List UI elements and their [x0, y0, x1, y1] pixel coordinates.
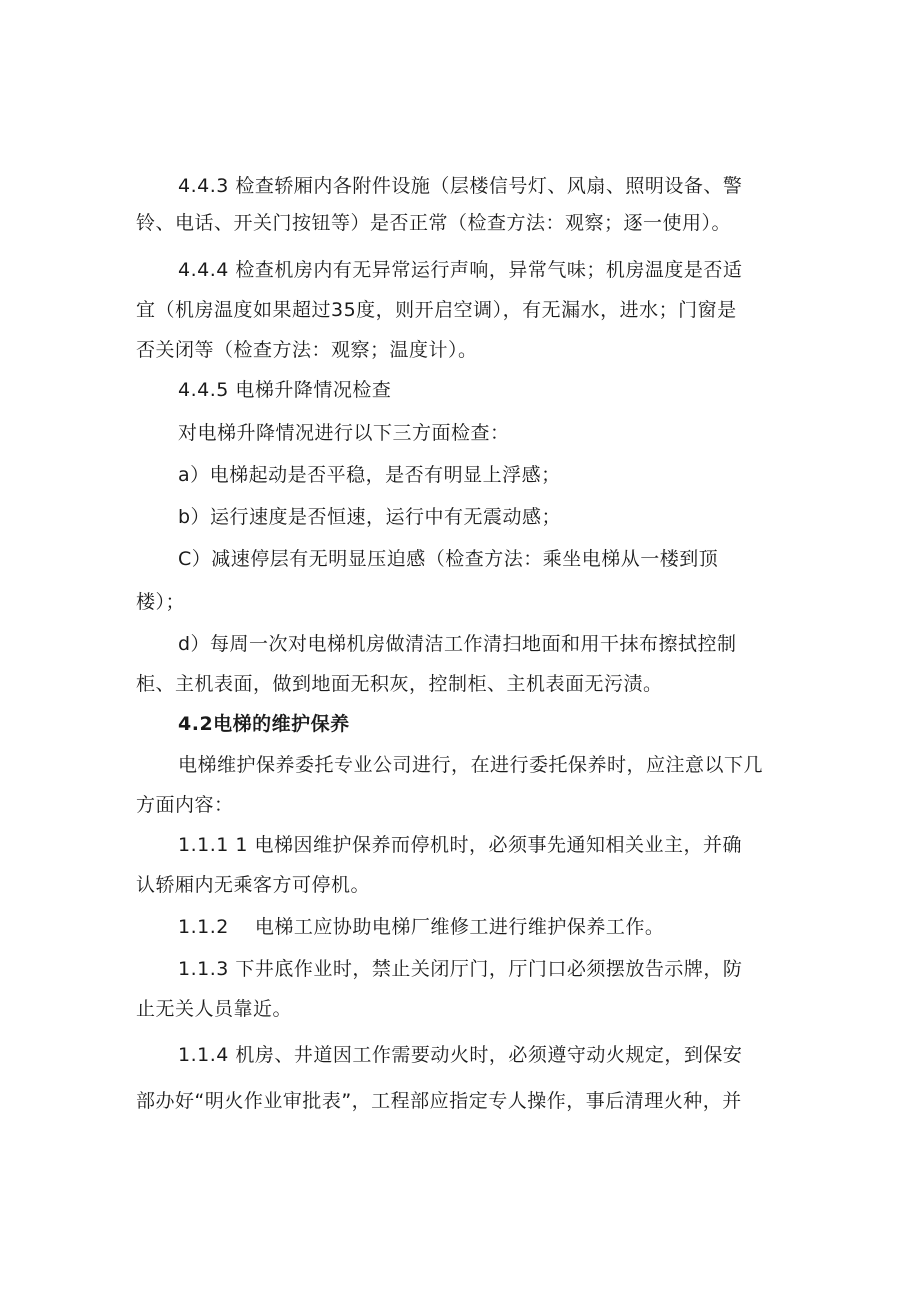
list-item-b: b）运行速度是否恒速，运行中有无震动感；: [178, 506, 562, 528]
intro-line: 对电梯升降情况进行以下三方面检查：: [178, 422, 510, 444]
paragraph-1-1-2: 1.1.2 电梯工应协助电梯厂维修工进行维护保养工作。: [178, 916, 665, 938]
paragraph-1-1-1-line-1: 1.1.1 1 电梯因维护保养而停机时，必须事先通知相关业主，并确: [178, 834, 743, 856]
paragraph-4-4-3-line-2: 铃、电话、开关门按钮等）是否正常（检查方法：观察；逐一使用）。: [136, 212, 732, 234]
paragraph-1-1-1-line-2: 认轿厢内无乘客方可停机。: [136, 874, 371, 896]
paragraph-4-4-4-line-3: 否关闭等（检查方法：观察；温度计）。: [136, 339, 478, 361]
list-item-d-line-2: 柜、主机表面，做到地面无积灰，控制柜、主机表面无污渍。: [136, 673, 663, 695]
list-item-c-line-1: C）减速停层有无明显压迫感（检查方法：乘坐电梯从一楼到顶: [178, 548, 719, 570]
paragraph-maintenance-line-2: 方面内容：: [136, 794, 234, 816]
paragraph-4-4-4-line-1: 4.4.4 检查机房内有无异常运行声响，异常气味；机房温度是否适: [178, 259, 743, 281]
paragraph-4-4-4-line-2: 宜（机房温度如果超过35度，则开启空调），有无漏水，进水；门窗是: [136, 299, 737, 321]
paragraph-1-1-3-line-1: 1.1.3 下井底作业时，禁止关闭厅门，厅门口必须摆放告示牌，防: [178, 958, 743, 980]
paragraph-4-4-3-line-1: 4.4.3 检查轿厢内各附件设施（层楼信号灯、风扇、照明设备、警: [178, 175, 743, 197]
paragraph-1-1-3-line-2: 止无关人员靠近。: [136, 998, 293, 1020]
list-item-a: a）电梯起动是否平稳，是否有明显上浮感；: [178, 464, 561, 486]
section-heading-4-4-5: 4.4.5 电梯升降情况检查: [178, 379, 392, 401]
paragraph-1-1-4-line-2: 部办好“明火作业审批表”，工程部应指定专人操作，事后清理火种，并: [136, 1090, 742, 1112]
paragraph-maintenance-line-1: 电梯维护保养委托专业公司进行，在进行委托保养时，应注意以下几: [178, 754, 764, 776]
list-item-c-line-2: 楼）；: [136, 591, 186, 613]
paragraph-1-1-4-line-1: 1.1.4 机房、井道因工作需要动火时，必须遵守动火规定，到保安: [178, 1044, 743, 1066]
list-item-d-line-1: d）每周一次对电梯机房做清洁工作清扫地面和用干抹布擦拭控制: [178, 633, 737, 655]
section-heading-4-2: 4.2电梯的维护保养: [178, 713, 350, 735]
